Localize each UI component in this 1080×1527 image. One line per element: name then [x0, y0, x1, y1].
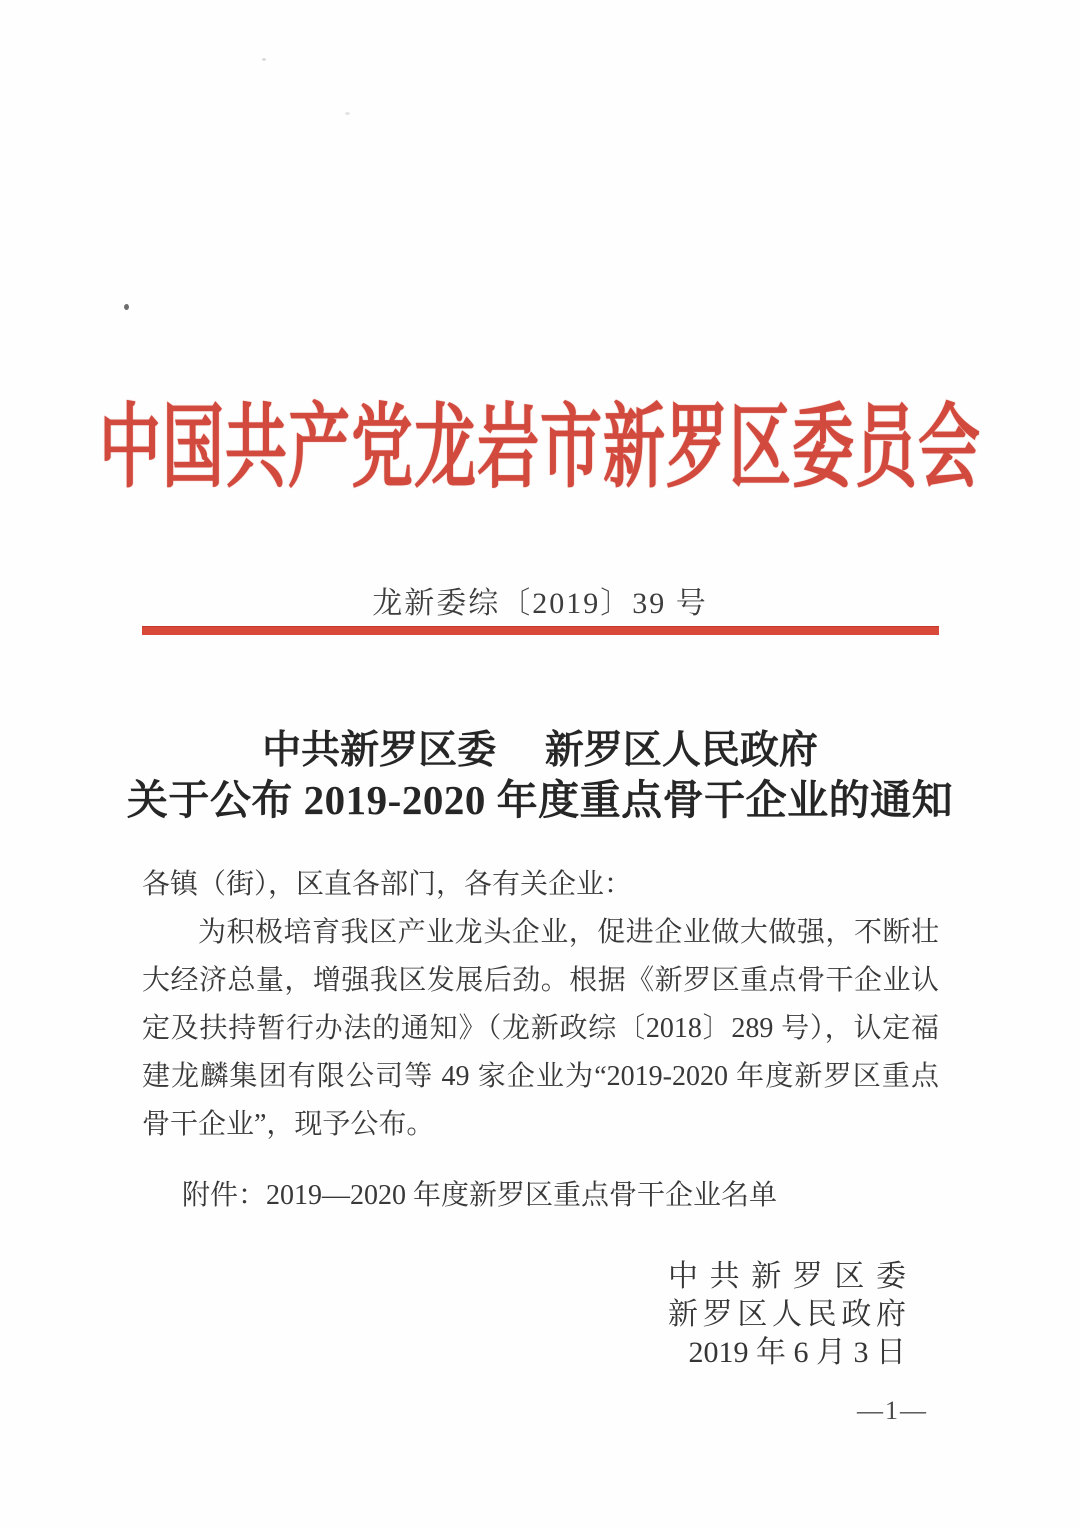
document-reference-number: 龙新委综〔2019〕39 号 [372, 587, 708, 620]
notice-body [142, 861, 939, 1149]
body-line: 大经济总量，增强我区发展后劲。根据《新罗区重点骨干企业认 [142, 965, 939, 996]
scan-speck [345, 112, 350, 115]
signature-date: 2019 年 6 月 3 日 [688, 1336, 906, 1369]
scan-speck [262, 58, 266, 61]
notice-title [0, 727, 1080, 825]
attachment-reference-line: 附件：2019—2020 年度新罗区重点骨干企业名单 [182, 1180, 778, 1211]
red-separator-rule [142, 626, 939, 635]
notice-title-line1: 中共新罗区委 新罗区人民政府 [262, 729, 818, 772]
scan-speck [124, 304, 129, 310]
issuing-authority-letterhead: 中国共产党龙岩市新罗区委员会 [98, 398, 981, 500]
notice-title-line2: 关于公布 2019-2020 年度重点骨干企业的通知 [126, 777, 954, 823]
salutation-line: 各镇（街），区直各部门，各有关企业： [142, 869, 633, 900]
signature-org-peoples-government: 新罗区人民政府 [668, 1298, 906, 1331]
body-line: 为积极培育我区产业龙头企业，促进企业做大做强，不断壮 [198, 917, 939, 948]
body-line: 骨干企业”，现予公布。 [142, 1109, 435, 1140]
body-line: 建龙麟集团有限公司等 49 家企业为“2019-2020 年度新罗区重点 [142, 1061, 939, 1092]
body-line: 定及扶持暂行办法的通知》（龙新政综〔2018〕289 号），认定福 [142, 1013, 939, 1044]
signature-org-party-committee: 中共新罗区委 [668, 1260, 906, 1293]
signature-block [668, 1258, 906, 1372]
page-number: —1— [857, 1396, 928, 1425]
